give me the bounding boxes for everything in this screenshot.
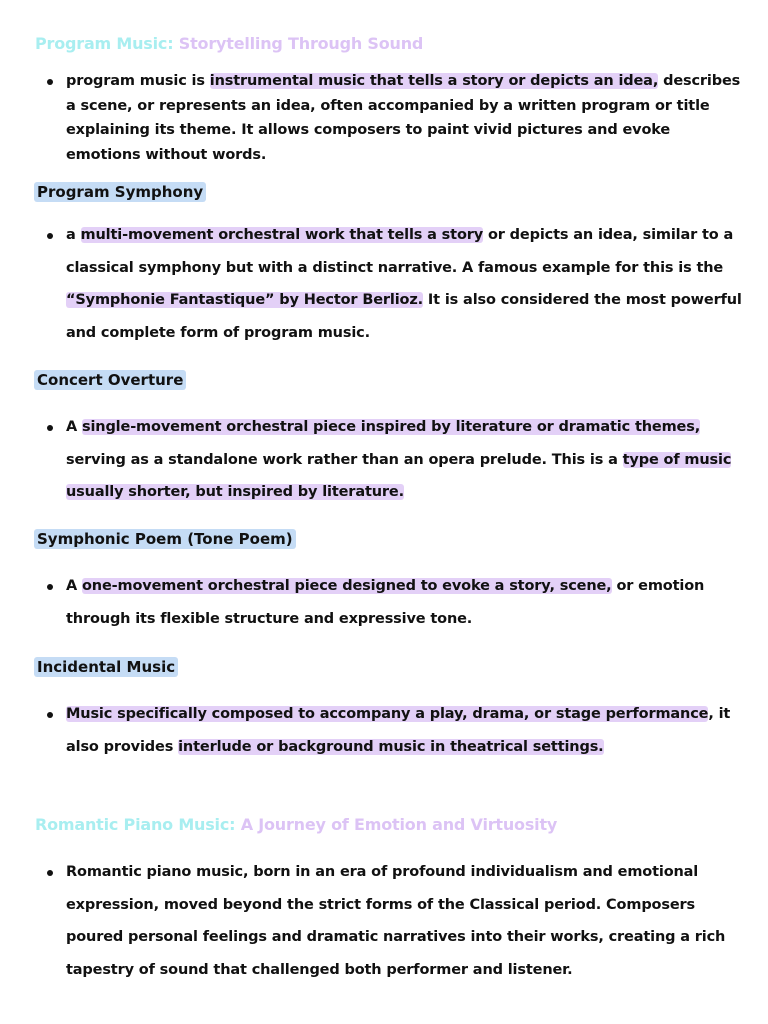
highlighted-text: “Symphonie Fantastique” by Hector Berlioz. [66, 292, 424, 309]
incidental-music-bullet [66, 698, 746, 763]
highlighted-text: type of music usually shorter, but inspired by literature. [66, 451, 732, 501]
title-subtitle: Storytelling Through Sound [178, 34, 424, 53]
bullet-dot [47, 79, 53, 85]
program-symphony-bullet [66, 219, 746, 350]
text-run: It is also considered the most powerful and complete form of program music. [66, 292, 742, 342]
highlighted-text: multi-movement orchestral work that tells a story [80, 227, 484, 243]
text-run: program music is [66, 73, 210, 89]
text-run: or emotion through its flexible structure and expressive tone. [66, 578, 705, 627]
title-prefix: Program Music: [35, 34, 174, 53]
program-music-title [35, 34, 423, 53]
bullet-dot [47, 425, 53, 431]
highlighted-text: one-movement orchestral piece designed to evoke a story, scene, [81, 578, 612, 594]
symphonic-poem-bullet [66, 570, 746, 635]
romantic-piano-bullet [66, 856, 746, 987]
concert-overture-heading: Concert Overture [34, 370, 186, 390]
bullet-dot [47, 712, 53, 718]
program-symphony-heading: Program Symphony [34, 182, 206, 202]
text-run: , it also provides [66, 706, 731, 755]
concert-overture-bullet [66, 411, 746, 509]
symphonic-poem-heading: Symphonic Poem (Tone Poem) [34, 529, 296, 549]
text-run: a [66, 227, 81, 243]
highlighted-text: Music specifically composed to accompany a play, drama, or stage performance [66, 706, 709, 722]
bullet-dot [47, 870, 53, 876]
text-run: A [66, 578, 82, 594]
title-subtitle: A Journey of Emotion and Virtuosity [240, 815, 558, 834]
program-music-bullet [66, 69, 746, 167]
incidental-music-heading: Incidental Music [34, 657, 178, 677]
bullet-dot [47, 584, 53, 590]
text-run: A [66, 419, 82, 435]
bullet-dot [47, 233, 53, 239]
text-run: Romantic piano music, born in an era of profound individualism and emotional expression, moved beyond the strict forms of the Classical period. Composers poured personal feelings and dramatic narratives into their works, creating a rich tapestry of sound that challenged both performer and listener. [66, 864, 726, 979]
romantic-piano-title [35, 815, 557, 834]
text-run: describes a scene, or represents an idea, often accompanied by a written program or title explaining its theme. It allows composers to paint vivid pictures and evoke emotions without words. [66, 73, 741, 163]
highlighted-text: instrumental music that tells a story or depicts an idea, [209, 73, 659, 89]
highlighted-text: single-movement orchestral piece inspired by literature or dramatic themes, [81, 419, 701, 435]
text-run: serving as a standalone work rather than an opera prelude. This is a [66, 451, 623, 468]
text-run: or depicts an idea, similar to a classical symphony but with a distinct narrative. A famous example for this is the [66, 227, 734, 276]
highlighted-text: interlude or background music in theatrical settings. [178, 738, 604, 755]
title-prefix: Romantic Piano Music: [35, 815, 236, 834]
